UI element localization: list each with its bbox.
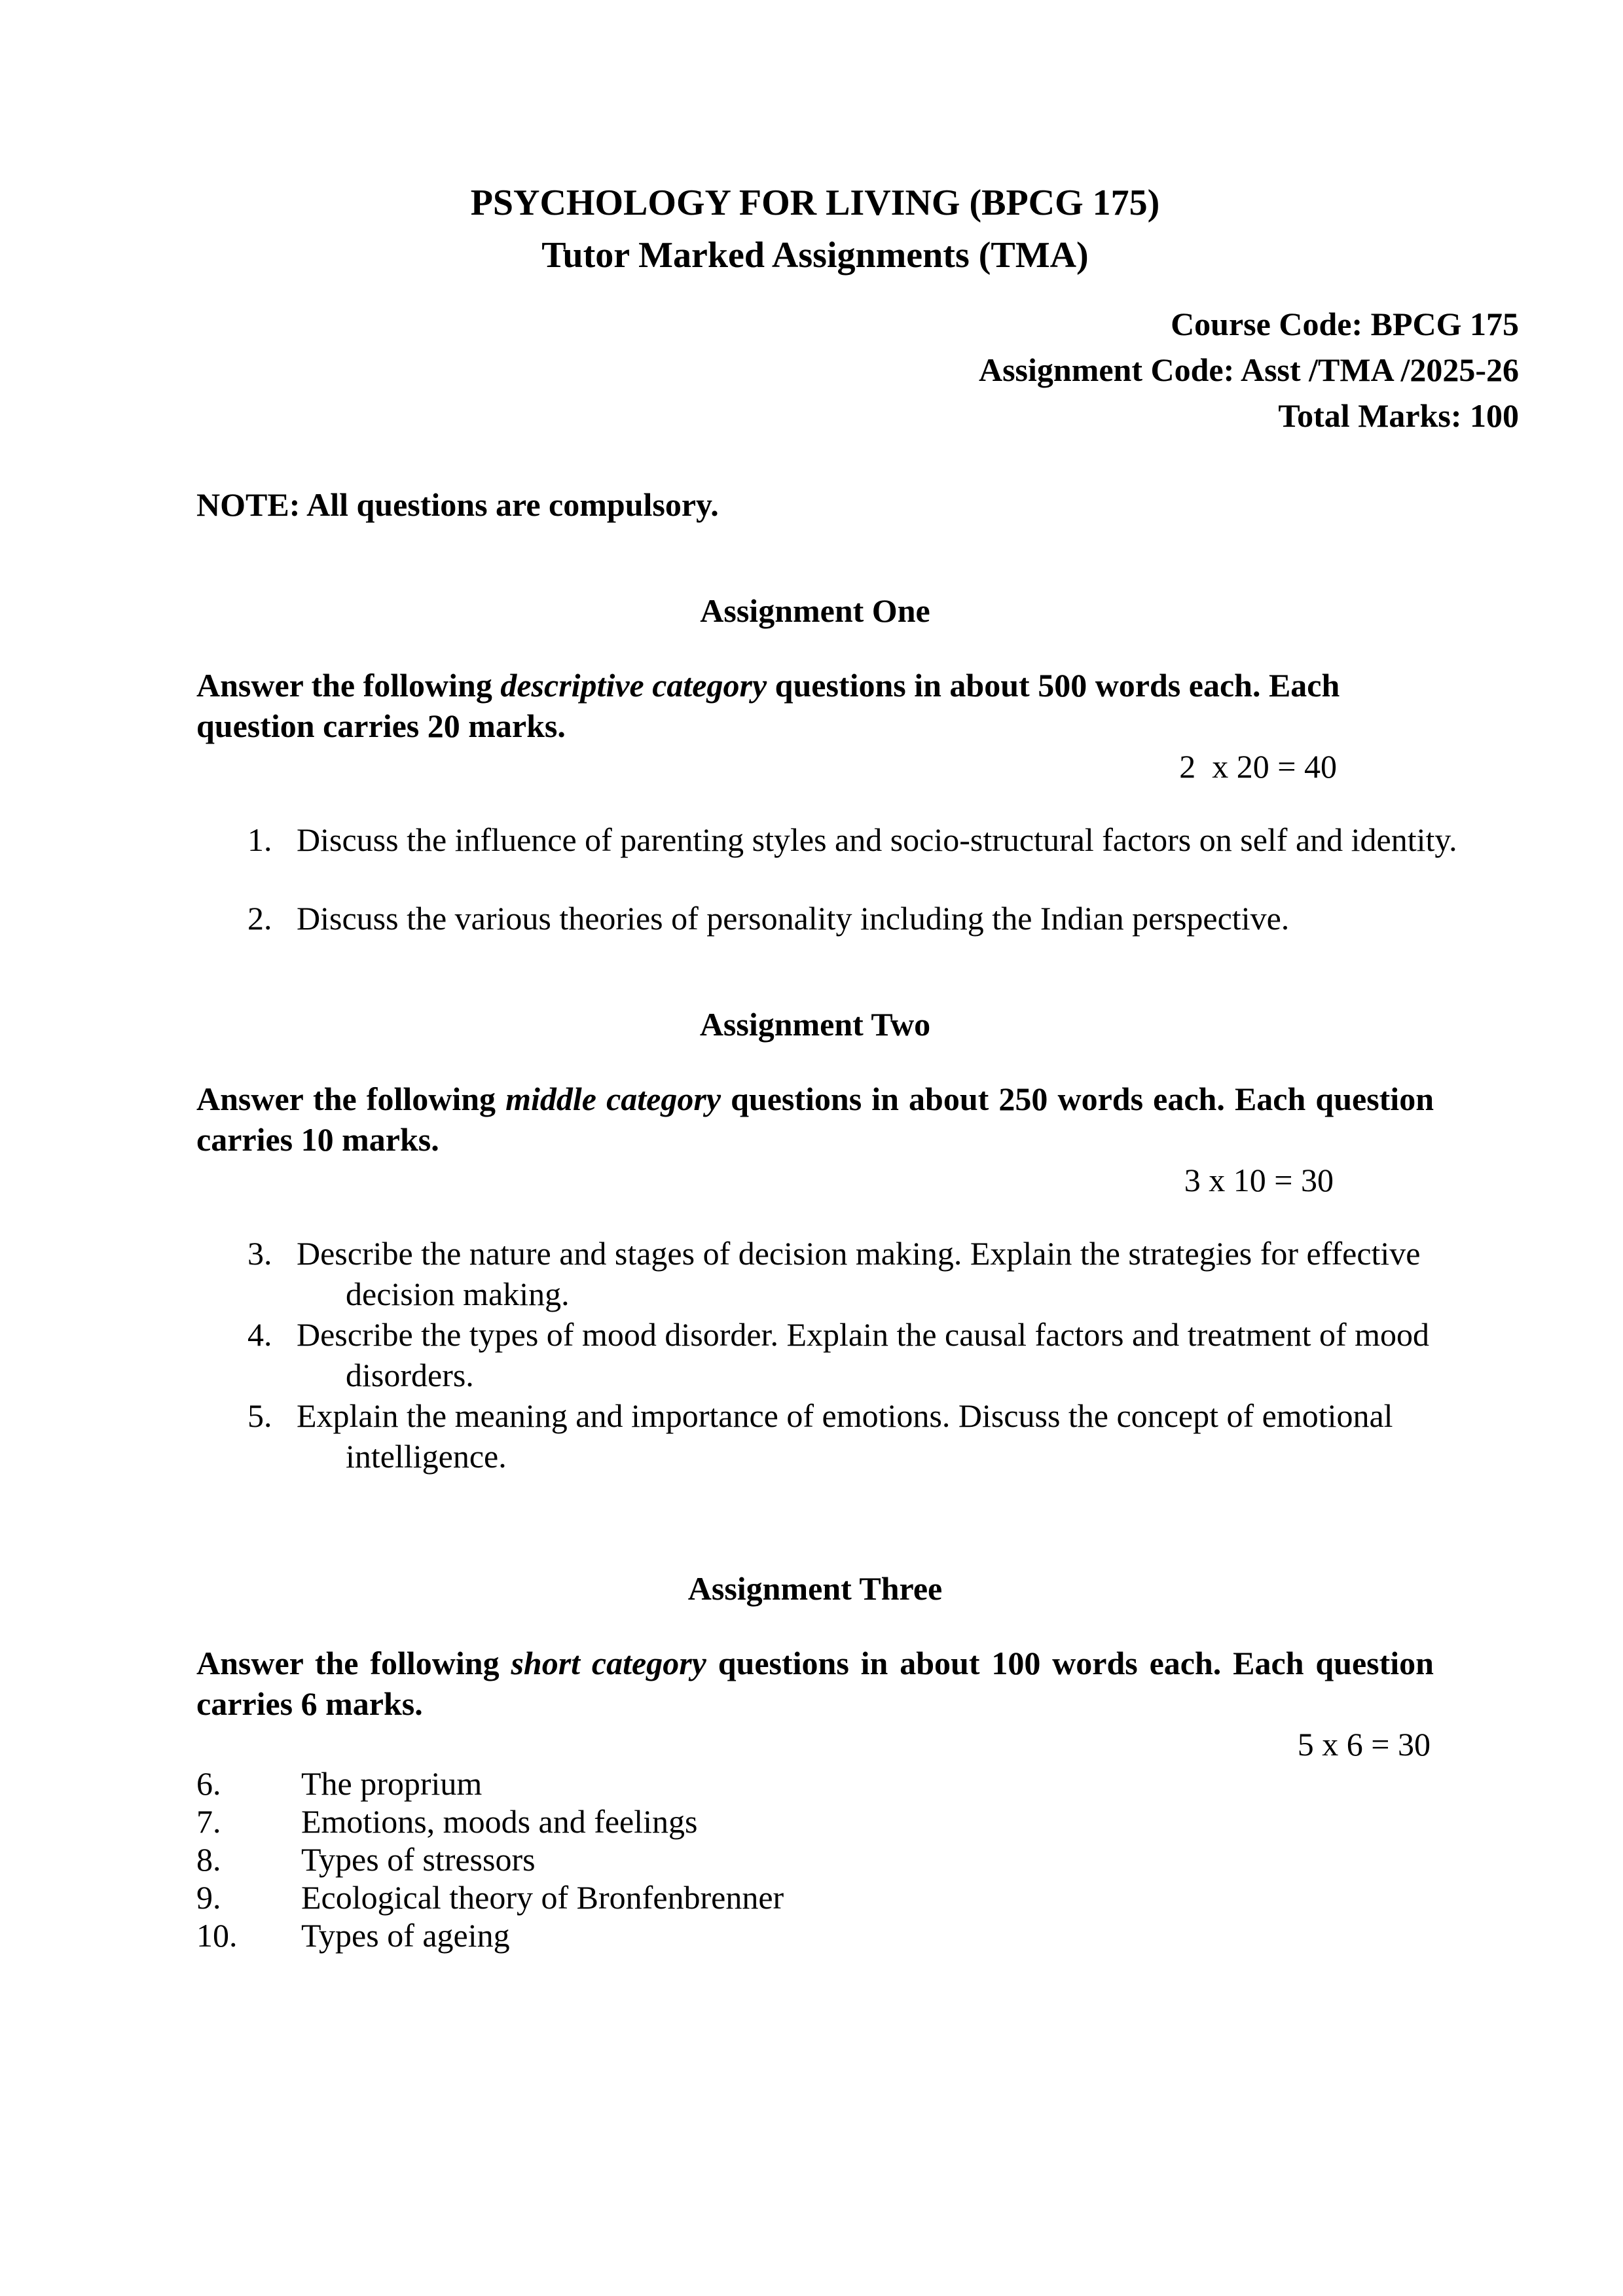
question-text: Types of ageing [301, 1917, 510, 1954]
document-subtitle: Tutor Marked Assignments (TMA) [541, 235, 1089, 276]
assignment-two-instruction [196, 1079, 1434, 1160]
assignment-code: Assignment Code: Asst /TMA /2025-26 [978, 351, 1519, 388]
total-marks: Total Marks: 100 [1278, 397, 1519, 434]
marks-formula-three: 5 x 6 = 30 [1297, 1726, 1431, 1763]
question-number: 6. [196, 1765, 221, 1802]
instruction-line [196, 665, 1434, 706]
instruction-category-emphasis: short category [511, 1645, 706, 1681]
instruction-text: Answer the following [196, 667, 501, 704]
question-number: 5. [247, 1397, 272, 1434]
instruction-line [196, 1079, 1434, 1119]
question-text: Describe the types of mood disorder. Explain the causal factors and treatment of mood [297, 1316, 1430, 1353]
instruction-text: questions in about 250 words each. Each question [721, 1081, 1434, 1117]
question-text: Emotions, moods and feelings [301, 1803, 698, 1840]
course-code: Course Code: BPCG 175 [1171, 306, 1519, 342]
instruction-text: Answer the following [196, 1645, 511, 1681]
question-item-3 [196, 1233, 1434, 1314]
assignment-three-heading: Assignment Three [687, 1570, 943, 1607]
question-item-6 [196, 1765, 1434, 1803]
question-item-2 [196, 898, 1434, 939]
note: NOTE: All questions are compulsory. [196, 486, 719, 523]
instruction-line: question carries 20 marks. [196, 708, 566, 744]
instruction-text: questions in about 500 words each. Each [767, 667, 1340, 704]
header-code-block [196, 301, 1519, 439]
question-text: Describe the nature and stages of decision making. Explain the strategies for effective [297, 1235, 1421, 1272]
instruction-category-emphasis: middle category [505, 1081, 721, 1117]
question-text: Discuss the influence of parenting styles and socio-structural factors on self and identity. [297, 821, 1457, 858]
question-text: Explain the meaning and importance of emotions. Discuss the concept of emotional [297, 1397, 1393, 1434]
question-text: Ecological theory of Bronfenbrenner [301, 1879, 784, 1916]
marks-formula-two: 3 x 10 = 30 [1184, 1162, 1334, 1198]
question-number: 8. [196, 1841, 221, 1878]
question-item-4 [196, 1314, 1434, 1395]
question-item-9 [196, 1878, 1434, 1916]
instruction-text: Answer the following [196, 1081, 506, 1117]
question-text-continuation: intelligence. [346, 1438, 507, 1475]
question-text: Discuss the various theories of personality including the Indian perspective. [297, 900, 1290, 937]
assignment-one-instruction [196, 665, 1434, 746]
document-title: PSYCHOLOGY FOR LIVING (BPCG 175) [470, 183, 1160, 223]
instruction-line: carries 10 marks. [196, 1121, 439, 1158]
question-number: 10. [196, 1917, 238, 1954]
assignment-two-heading: Assignment Two [699, 1006, 931, 1043]
question-item-8 [196, 1840, 1434, 1878]
assignment-one-heading: Assignment One [700, 592, 930, 629]
question-item-10 [196, 1916, 1434, 1954]
question-text: Types of stressors [301, 1841, 536, 1878]
question-number: 1. [247, 821, 272, 858]
question-number: 4. [247, 1316, 272, 1353]
question-item-5 [196, 1395, 1434, 1477]
question-item-1 [196, 819, 1457, 860]
question-number: 9. [196, 1879, 221, 1916]
assignment-three-instruction [196, 1643, 1434, 1724]
question-text-continuation: decision making. [346, 1276, 570, 1312]
question-text-continuation: disorders. [346, 1357, 474, 1393]
question-item-7 [196, 1803, 1434, 1840]
question-number: 2. [247, 900, 272, 937]
instruction-category-emphasis: descriptive category [500, 667, 767, 704]
question-number: 3. [247, 1235, 272, 1272]
question-number: 7. [196, 1803, 221, 1840]
instruction-line [196, 1643, 1434, 1683]
instruction-text: questions in about 100 words each. Each question [706, 1645, 1434, 1681]
marks-formula-one: 2 x 20 = 40 [1179, 748, 1337, 785]
instruction-line: carries 6 marks. [196, 1685, 423, 1722]
question-text: The proprium [301, 1765, 483, 1802]
